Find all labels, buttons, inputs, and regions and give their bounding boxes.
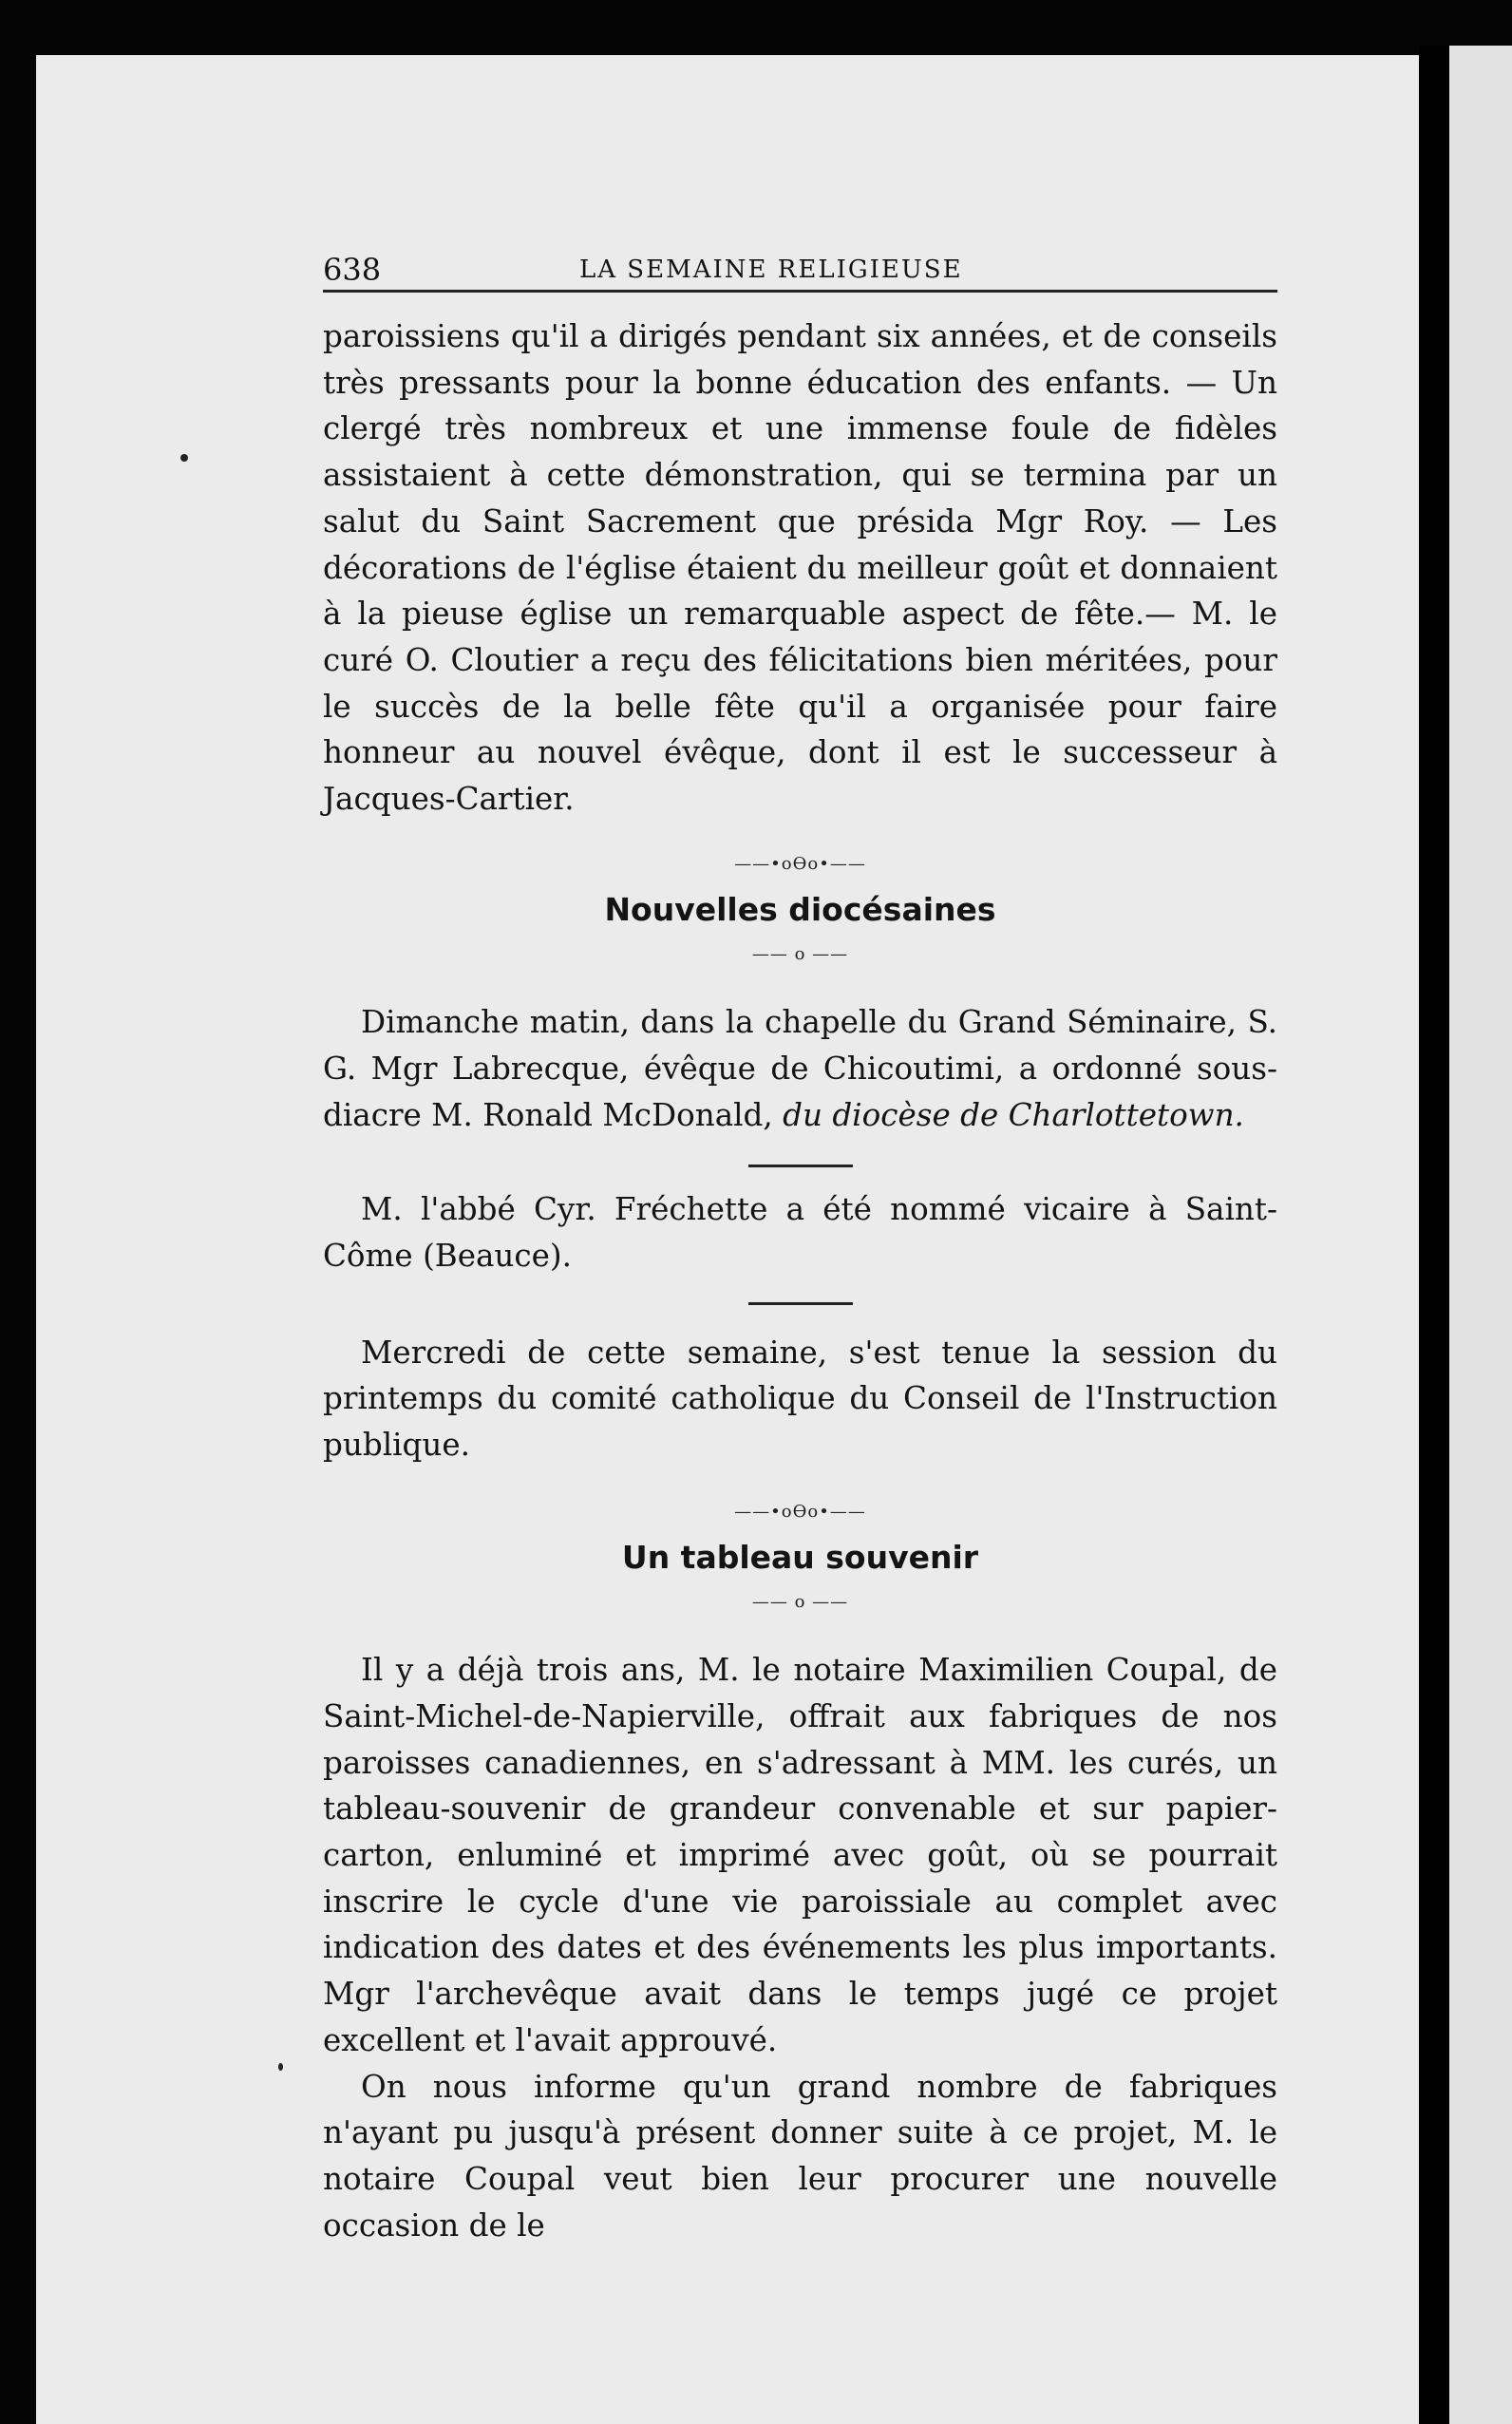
continuation-paragraph: paroissiens qu'il a dirigés pendant six années, et de conseils très pressants pour la bonne éducation des enfants. — Un clergé très nombreux et une immense foule de fidèles assistaient à cette démonstration, qui se termina par un salut du Saint Sacrement que présida Mgr Roy. — Les décorations de l'église étaient du meilleur goût et donnaient à la pieuse église un remarquable aspect de fête.— M. le curé O. Cloutier a reçu des félicitations bien méritées, pour le succès de la belle fête qu'il a organisée pour faire honneur au nouvel évêque, dont il est le successeur à Jacques-Cartier. — [323, 318, 1277, 818]
tableau-paragraph-1: Il y a déjà trois ans, M. le notaire Maximilien Coupal, de Saint-Michel-de-Napierville, offrait aux fabriques de nos paroisses canadiennes, en s'adressant à MM. les curés, un tableau-souvenir de grandeur convenable et sur papier-carton, enluminé et imprimé avec goût, où se pourrait inscrire le cycle d'une vie paroissiale au complet avec indication des dates et des événements les plus importants. Mgr l'archevêque avait dans le temps jugé ce projet excellent et l'avait approuvé. — [323, 1652, 1277, 2058]
running-title: LA SEMAINE RELIGIEUSE — [579, 256, 963, 284]
section-sub-ornament: —— o —— — [751, 944, 849, 965]
news-item-appointment: M. l'abbé Cyr. Fréchette a été nommé vicaire à Saint-Côme (Beauce). — [323, 1191, 1277, 1274]
separator-rule — [748, 1302, 853, 1305]
gutter-shadow — [1419, 46, 1449, 2424]
news-item-session: Mercredi de cette semaine, s'est tenue la session du printemps du comité catholique du Conseil de l'Instruction publique. — [323, 1334, 1277, 1464]
section-ornament: ——•oƟo•—— — [734, 853, 866, 874]
section-title-tableau: Un tableau souvenir — [621, 1539, 979, 1577]
separator-rule — [748, 1165, 853, 1167]
news-item-ordination — [323, 999, 1277, 1138]
section-title-nouvelles: Nouvelles diocésaines — [604, 891, 996, 929]
news-item-diocese: du diocèse de Charlottetown. — [783, 1096, 1244, 1133]
speck-mark — [278, 2063, 283, 2071]
section-ornament: ——•oƟo•—— — [734, 1501, 866, 1522]
news-item-text: Dimanche matin, dans la chapelle du Grand Séminaire, S. G. Mgr Labrecque, évêque de Chicoutimi, a ordonné sous-diacre M. Ronald McDonald, — [323, 1004, 1277, 1133]
section-sub-ornament: —— o —— — [751, 1592, 849, 1613]
tableau-paragraph-2: On nous informe qu'un grand nombre de fabriques n'ayant pu jusqu'à présent donner suite à ce projet, M. le notaire Coupal veut bien leur procurer une nouvelle occasion de le — [323, 2068, 1277, 2244]
speck-mark — [180, 454, 188, 462]
facing-page-edge — [1449, 46, 1512, 2424]
page-number: 638 — [323, 252, 382, 288]
running-head — [323, 242, 1277, 293]
page-content — [323, 242, 1277, 2248]
